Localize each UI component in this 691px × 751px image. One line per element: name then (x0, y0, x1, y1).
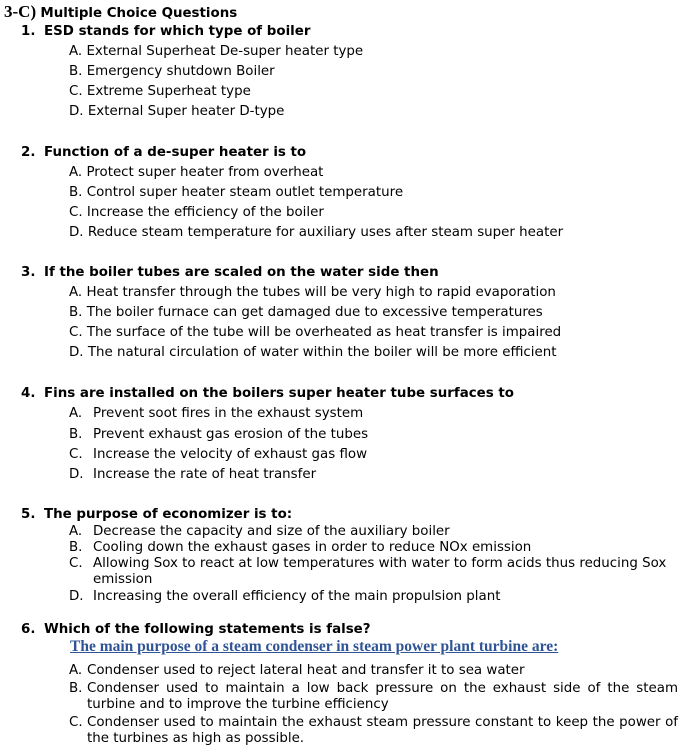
option-6c: C. Condenser used to maintain the exhaust steam pressure constant to keep the power of the turbines as high as possible. (69, 715, 678, 746)
question-text: The purpose of economizer is to: (44, 507, 293, 522)
question-text: Fins are installed on the boilers super heater tube surfaces to (44, 386, 514, 401)
question-5 (21, 507, 292, 522)
section-title: Multiple Choice Questions (40, 6, 238, 21)
question-number: 6. (21, 622, 36, 637)
question-number: 2. (21, 145, 36, 160)
option-4c: C. Increase the velocity of exhaust gas flow (69, 447, 368, 462)
question-text: If the boiler tubes are scaled on the water side then (44, 265, 439, 280)
option-3b: B. The boiler furnace can get damaged due to excessive temperatures (69, 305, 543, 320)
option-2d: D. Reduce steam temperature for auxiliary uses after steam super heater (69, 225, 564, 240)
option-6a: A. Condenser used to reject lateral heat and transfer it to sea water (69, 663, 525, 678)
question-4 (21, 386, 514, 401)
option-1c: C. Extreme Superheat type (69, 84, 251, 99)
question-number: 3. (21, 265, 36, 280)
option-5a: A. Decrease the capacity and size of the auxiliary boiler (69, 524, 450, 539)
option-1a: A. External Superheat De-super heater type (69, 44, 364, 59)
question-3 (21, 265, 439, 280)
option-5c: C. Allowing Sox to react at low temperatures with water to form acids thus reducing Sox emission (69, 556, 667, 587)
option-6b: B. Condenser used to maintain a low back pressure on the exhaust side of the steam turbine and to improve the turbine efficiency (69, 681, 678, 712)
question-text: Which of the following statements is false? (44, 622, 371, 637)
option-3a: A. Heat transfer through the tubes will be very high to rapid evaporation (69, 285, 556, 300)
question-text: Function of a de-super heater is to (44, 145, 307, 160)
question-2 (21, 145, 306, 160)
option-2b: B. Control super heater steam outlet temperature (69, 185, 404, 200)
option-2c: C. Increase the efficiency of the boiler (69, 205, 324, 220)
question-number: 4. (21, 386, 36, 401)
question-number: 5. (21, 507, 36, 522)
question-6 (21, 622, 371, 637)
option-3d: D. The natural circulation of water within the boiler will be more efficient (69, 345, 557, 360)
question-6-subheading: The main purpose of a steam condenser in steam power plant turbine are: (70, 638, 559, 655)
option-1d: D. External Super heater D-type (69, 104, 285, 119)
question-number: 1. (21, 24, 36, 39)
section-heading (4, 2, 237, 22)
option-4d: D. Increase the rate of heat transfer (69, 467, 317, 482)
option-1b: B. Emergency shutdown Boiler (69, 64, 275, 79)
option-4a: A. Prevent soot fires in the exhaust system (69, 406, 364, 421)
option-5d: D. Increasing the overall efficiency of the main propulsion plant (69, 589, 501, 604)
option-5b: B. Cooling down the exhaust gases in order to reduce NOx emission (69, 540, 532, 555)
option-4b: B. Prevent exhaust gas erosion of the tubes (69, 427, 369, 442)
question-text: ESD stands for which type of boiler (44, 24, 311, 39)
option-2a: A. Protect super heater from overheat (69, 165, 324, 180)
option-3c: C. The surface of the tube will be overheated as heat transfer is impaired (69, 325, 562, 340)
section-number: 3-C) (4, 2, 37, 21)
question-1 (21, 24, 310, 39)
